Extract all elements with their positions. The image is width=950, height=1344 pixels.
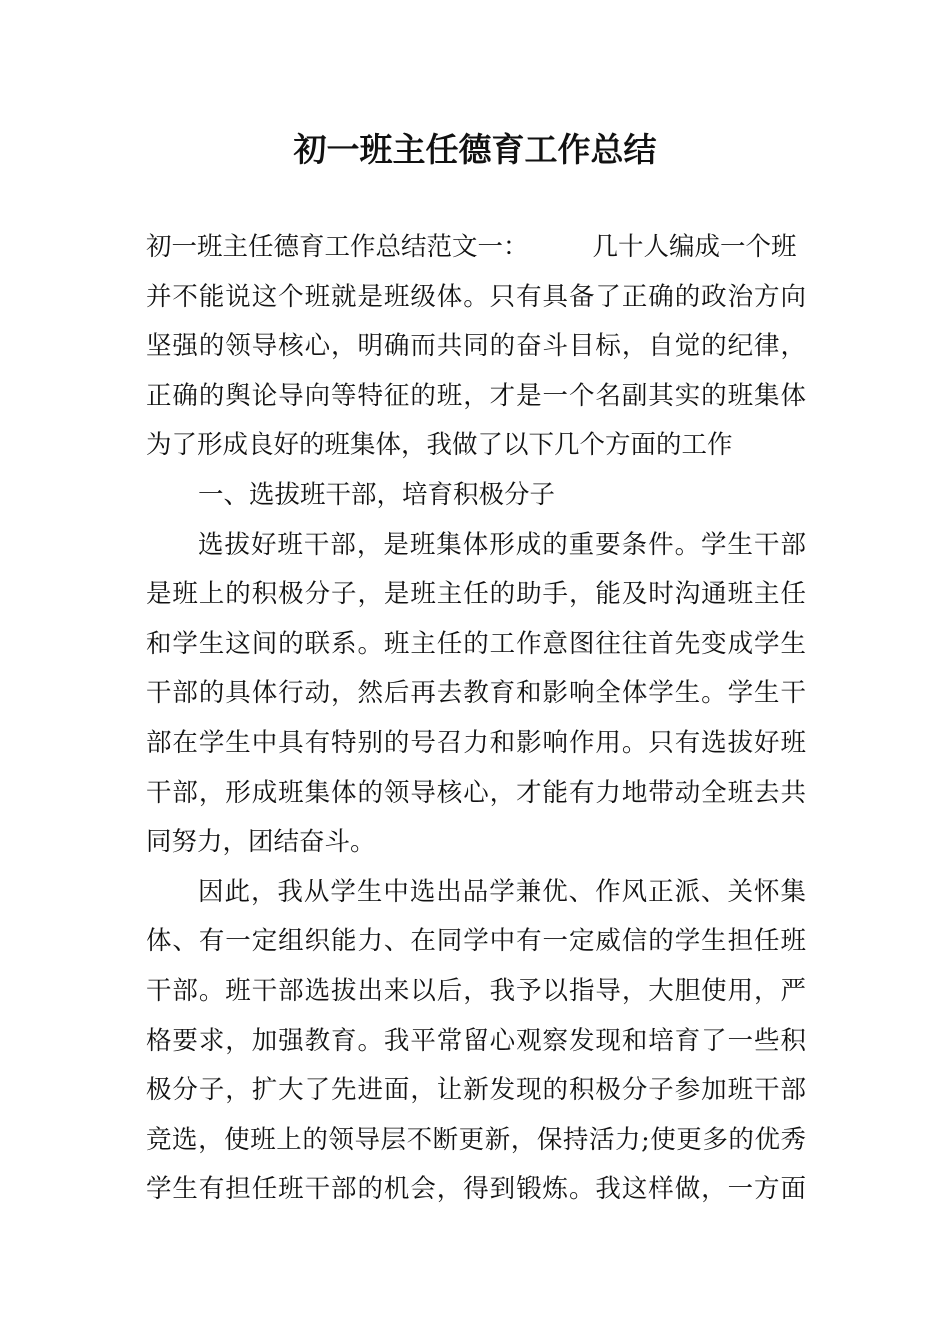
text-line: 选拔好班干部，是班集体形成的重要条件。学生干部 [198, 529, 806, 560]
text-line: 并不能说这个班就是班级体。只有具备了正确的政治方向 [146, 281, 806, 312]
text-line: 坚强的领导核心，明确而共同的奋斗目标，自觉的纪律， [146, 331, 806, 362]
document-body [146, 223, 806, 1215]
text-line: 正确的舆论导向等特征的班，才是一个名副其实的班集体 [146, 380, 806, 411]
text-line: 是班上的积极分子，是班主任的助手，能及时沟通班主任 [146, 579, 806, 610]
text-line: 和学生这间的联系。班主任的工作意图往往首先变成学生 [146, 628, 806, 659]
text-line: 同努力，团结奋斗。 [146, 827, 376, 858]
text-line [146, 223, 806, 273]
text-line: 部在学生中具有特别的号召力和影响作用。只有选拔好班 [146, 727, 806, 758]
text-line: 干部的具体行动，然后再去教育和影响全体学生。学生干 [146, 678, 806, 709]
text-line: 干部。班干部选拔出来以后，我予以指导，大胆使用，严 [146, 975, 806, 1006]
text-segment: 初一班主任德育工作总结范文一： [146, 232, 529, 262]
text-line: 干部，形成班集体的领导核心，才能有力地带动全班去共 [146, 777, 806, 808]
text-line: 极分子，扩大了先进面，让新发现的积极分子参加班干部 [146, 1075, 806, 1106]
text-line: 学生有担任班干部的机会，得到锻炼。我这样做，一方面 [146, 1174, 806, 1205]
text-segment: 几十人编成一个班 [592, 232, 797, 262]
text-line: 竞选，使班上的领导层不断更新，保持活力;使更多的优秀 [146, 1124, 806, 1155]
document-title: 初一班主任德育工作总结 [293, 130, 657, 169]
section-heading: 一、选拔班干部，培育积极分子 [198, 479, 556, 510]
text-line: 格要求，加强教育。我平常留心观察发现和培育了一些积 [146, 1025, 806, 1056]
text-line: 体、有一定组织能力、在同学中有一定威信的学生担任班 [146, 926, 806, 957]
text-line: 为了形成良好的班集体，我做了以下几个方面的工作 [146, 430, 733, 461]
text-line: 因此，我从学生中选出品学兼优、作风正派、关怀集 [198, 876, 806, 907]
